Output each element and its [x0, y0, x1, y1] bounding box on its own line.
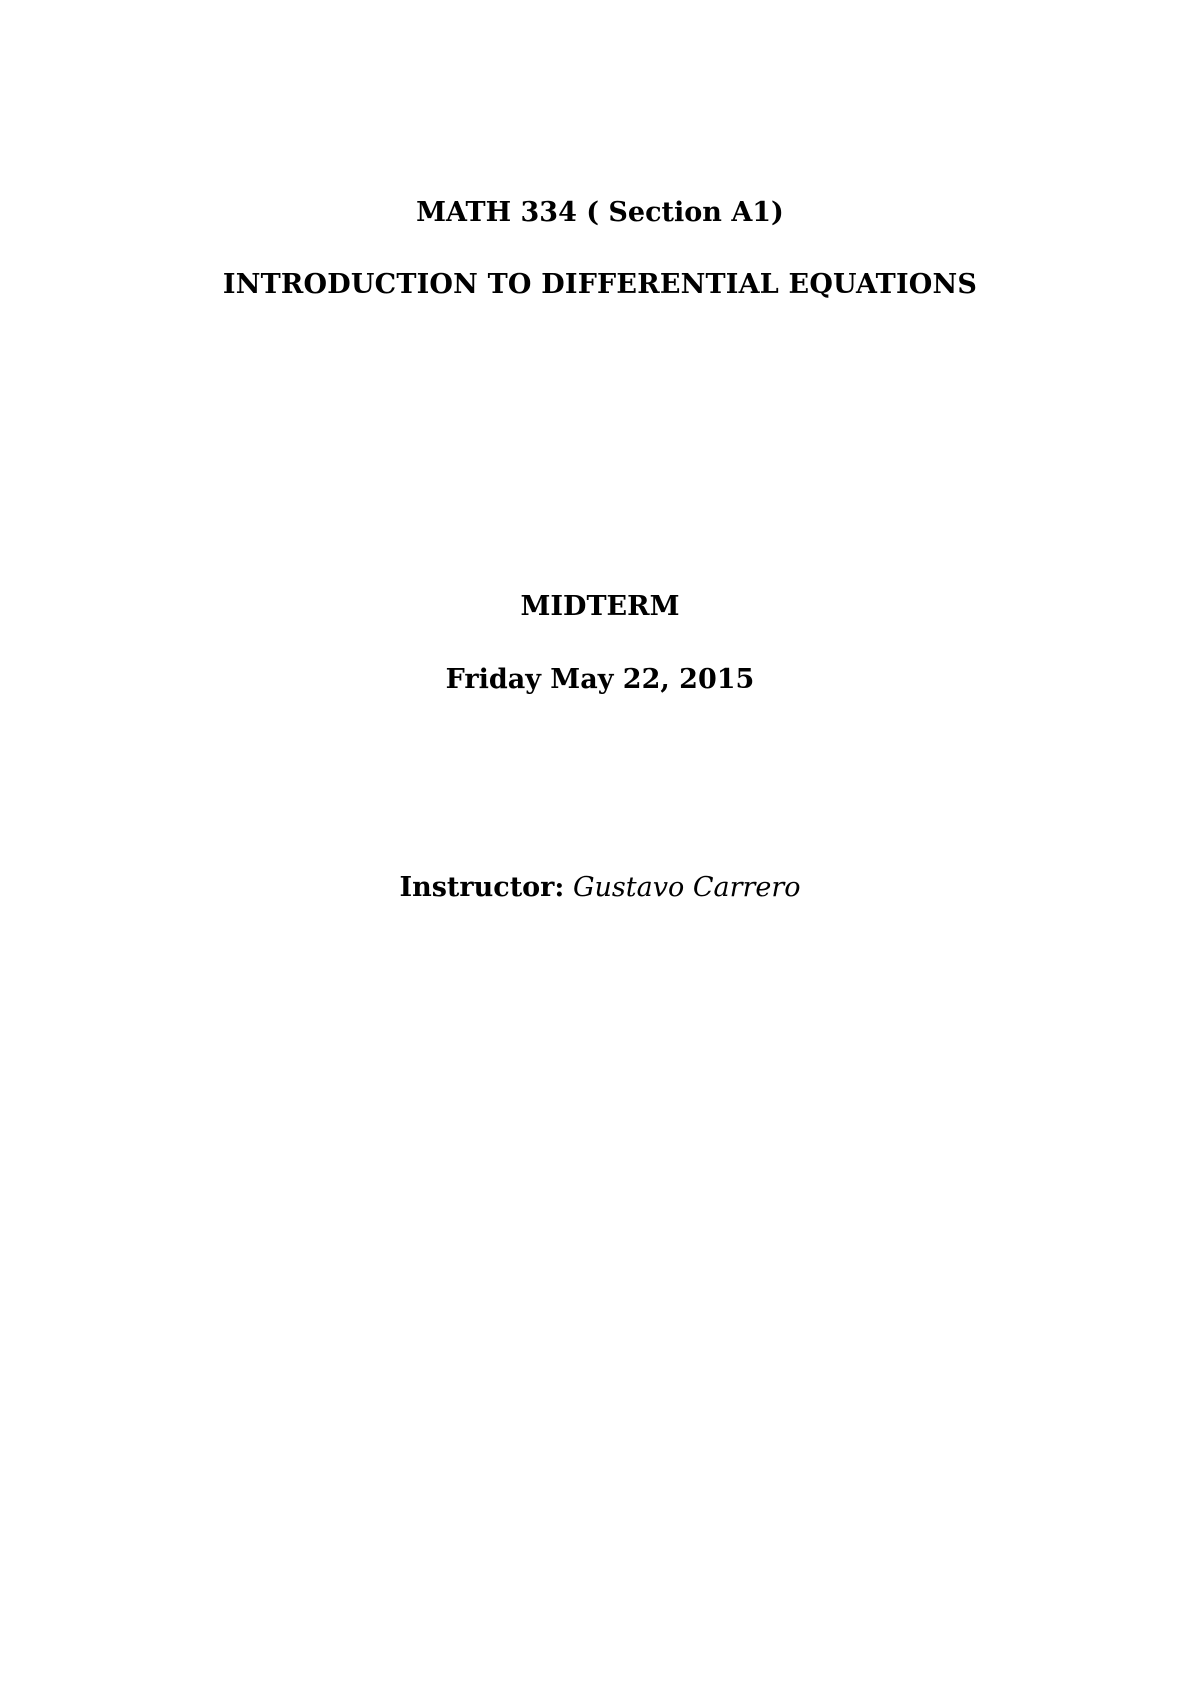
- exam-date: Friday May 22, 2015: [445, 664, 755, 695]
- instructor-label: Instructor:: [399, 872, 565, 903]
- course-heading: MATH 334 ( Section A1): [416, 197, 784, 228]
- course-title: INTRODUCTION TO DIFFERENTIAL EQUATIONS: [222, 269, 978, 300]
- instructor-line: [0, 871, 1200, 905]
- instructor-name: Gustavo Carrero: [572, 872, 801, 903]
- exam-type: MIDTERM: [520, 591, 680, 622]
